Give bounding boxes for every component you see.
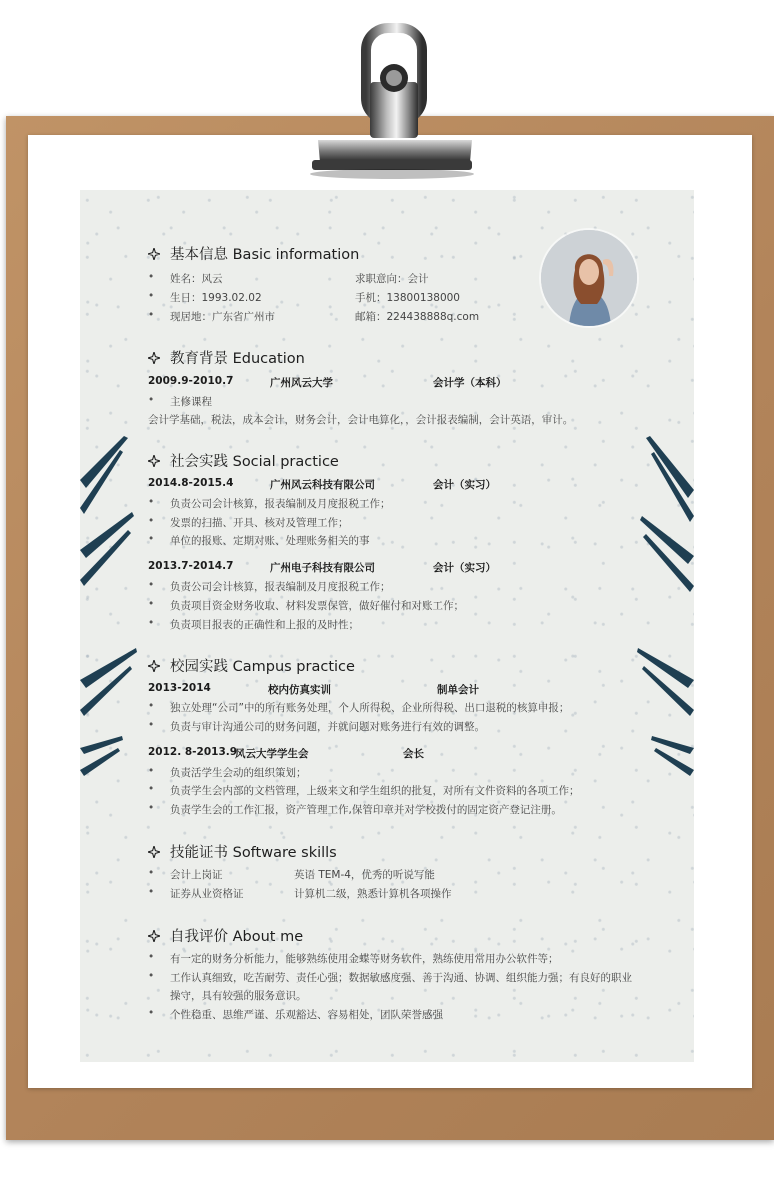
basic-intention: 求职意向：会计: [355, 273, 429, 285]
education-school: 广州风云大学: [270, 377, 333, 389]
list-item: • 工作认真细致，吃苦耐劳、责任心强；数据敏感度强、善于沟通、协调、组织能力强；有良好的职业: [170, 970, 632, 985]
sparkle-diamond-icon: [148, 455, 160, 467]
sparkle-diamond-icon: [148, 248, 160, 260]
list-item: • 单位的报账、定期对账、处理账务相关的事: [170, 533, 370, 548]
section-about-title: [148, 925, 303, 946]
campus-job-org: 风云大学学生会: [235, 748, 309, 760]
sparkle-diamond-icon: [148, 930, 160, 942]
section-title-text: 社会实践 Social practice: [170, 454, 339, 470]
section-title-text: 校园实践 Campus practice: [170, 659, 355, 675]
social-job-role: 会计（实习）: [433, 479, 496, 491]
list-item: • 个性稳重、思维严谨、乐观豁达、容易相处，团队荣誉感强: [170, 1007, 443, 1022]
section-basic-title: [148, 243, 359, 264]
basic-birth: • 生日：1993.02.02: [170, 290, 262, 305]
binder-clip-icon: [300, 22, 480, 182]
skill-right: 计算机二级，熟悉计算机各项操作: [294, 888, 452, 900]
campus-job-period: 2013-2014: [148, 682, 211, 694]
list-item: • 负责公司会计核算，报表编制及月度报税工作；: [170, 496, 391, 511]
section-education-title: [148, 347, 305, 368]
skill-left: • 会计上岗证: [170, 867, 223, 882]
basic-phone: 手机：13800138000: [355, 292, 460, 304]
list-item: • 负责学生会的工作汇报，资产管理工作,保管印章并对学校拨付的固定资产登记注册。: [170, 802, 562, 817]
social-job-role: 会计（实习）: [433, 562, 496, 574]
social-job-company: 广州电子科技有限公司: [270, 562, 375, 574]
list-item: • 负责项目资金财务收取、材料发票保管，做好催付和对账工作；: [170, 598, 464, 613]
list-item: 操守，具有较强的服务意识。: [170, 990, 307, 1002]
list-item: • 有一定的财务分析能力，能够熟练使用金蝶等财务软件，熟练使用常用办公软件等；: [170, 951, 559, 966]
sparkle-diamond-icon: [148, 846, 160, 858]
education-period: 2009.9-2010.7: [148, 375, 234, 387]
sparkle-diamond-icon: [148, 660, 160, 672]
basic-email: 邮箱：224438888q.com: [355, 311, 480, 323]
skill-right: 英语 TEM-4，优秀的听说写能: [294, 869, 435, 881]
education-course-label: • 主修课程: [170, 394, 212, 409]
section-title-text: 技能证书 Software skills: [170, 845, 337, 861]
campus-job-role: 制单会计: [437, 684, 479, 696]
list-item: • 负责公司会计核算，报表编制及月度报税工作；: [170, 579, 391, 594]
list-item: • 负责活学生会动的组织策划；: [170, 765, 307, 780]
resume-paper: [80, 190, 694, 1062]
social-job-company: 广州风云科技有限公司: [270, 479, 375, 491]
sparkle-diamond-icon: [148, 352, 160, 364]
section-skills-title: [148, 841, 337, 862]
basic-residence: • 现居地：广东省广州市: [170, 309, 275, 324]
section-title-text: 自我评价 About me: [170, 929, 304, 945]
campus-job-org: 校内仿真实训: [268, 684, 331, 696]
list-item: • 负责与审计沟通公司的财务问题，并就问题对账务进行有效的调整。: [170, 719, 485, 734]
list-item: • 独立处理“公司”中的所有账务处理，个人所得税、企业所得税、出口退税的核算申报；: [170, 700, 569, 715]
campus-job-period: 2012. 8-2013.9: [148, 746, 238, 758]
list-item: • 发票的扫描、开具、核对及管理工作；: [170, 515, 349, 530]
education-major: 会计学（本科）: [433, 377, 507, 389]
section-title-text: 基本信息 Basic information: [170, 247, 360, 263]
skill-left: • 证券从业资格证: [170, 886, 244, 901]
list-item: • 负责学生会内部的文档管理，上级来文和学生组织的批复，对所有文件资料的各项工作；: [170, 783, 580, 798]
social-job-period: 2014.8-2015.4: [148, 477, 234, 489]
education-courses: 会计学基础，税法，成本会计，财务会计，会计电算化，，会计报表编制，会计英语，审计。: [148, 414, 574, 426]
social-job-period: 2013.7-2014.7: [148, 560, 234, 572]
list-item: • 负责项目报表的正确性和上报的及时性；: [170, 617, 359, 632]
section-campus-title: [148, 655, 355, 676]
section-title-text: 教育背景 Education: [170, 351, 305, 367]
campus-job-role: 会长: [403, 748, 424, 760]
basic-name: • 姓名：风云: [170, 271, 223, 286]
section-social-title: [148, 450, 339, 471]
